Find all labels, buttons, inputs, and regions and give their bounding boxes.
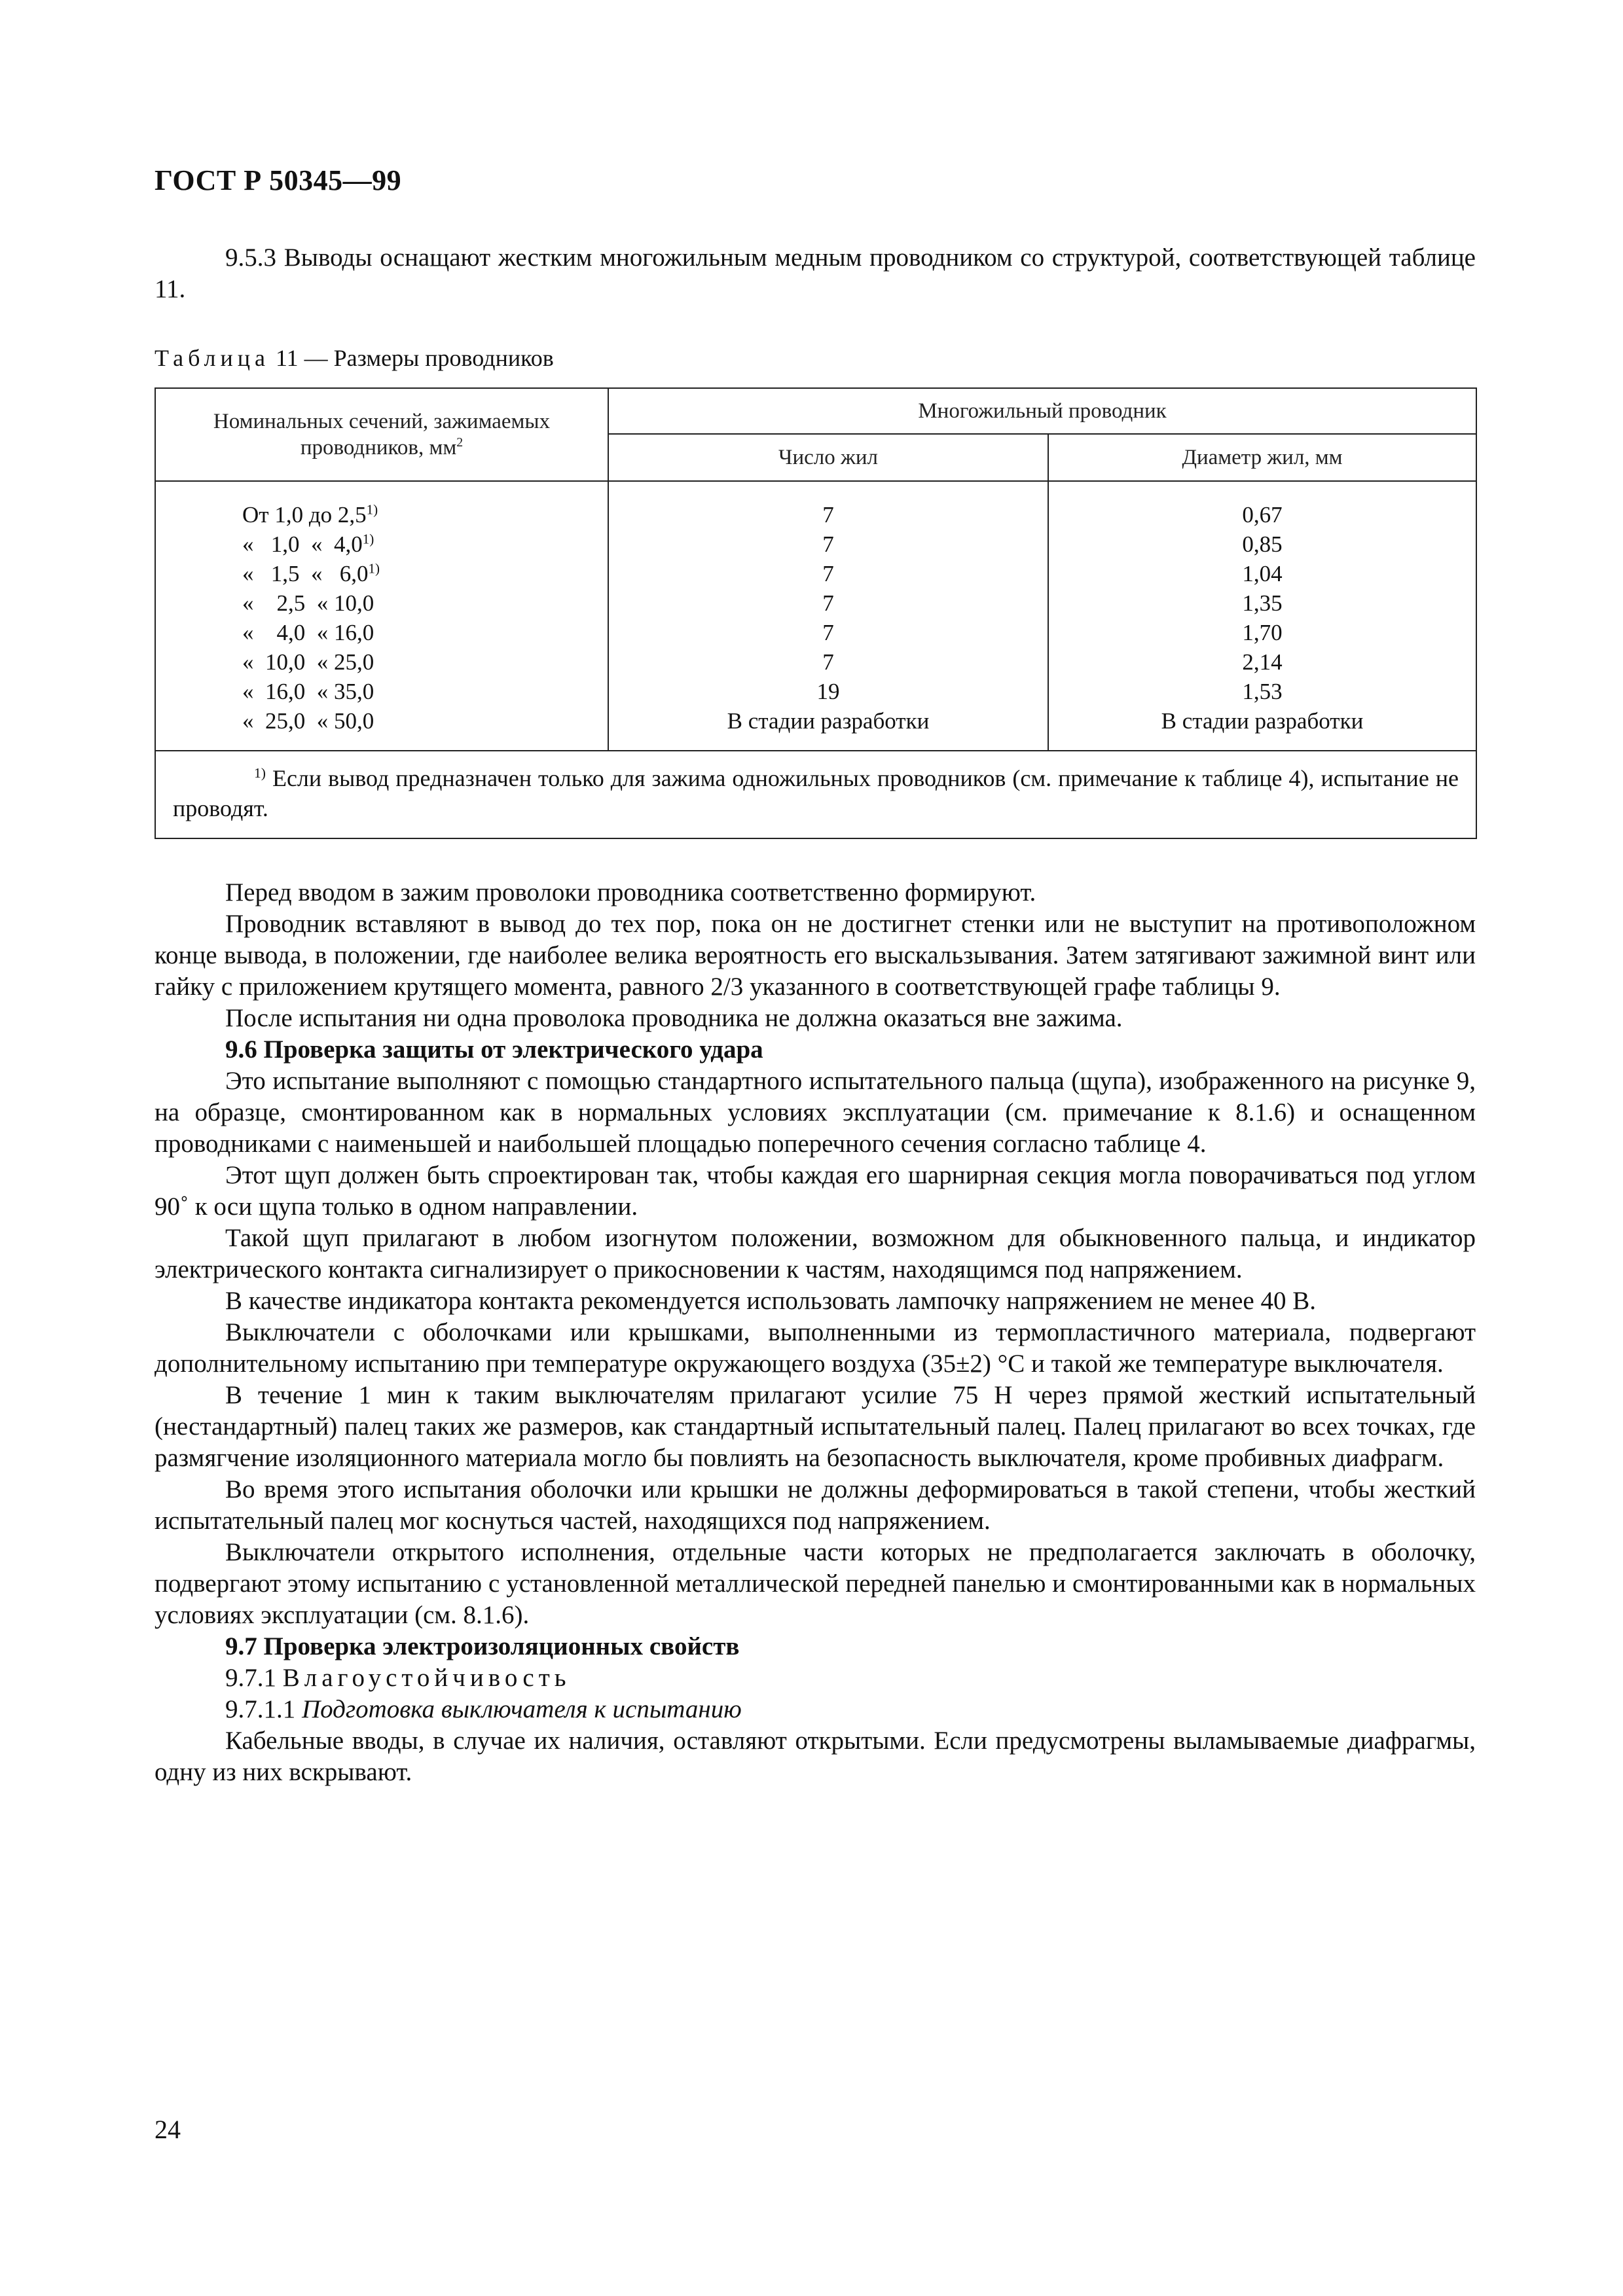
- paragraph: В течение 1 мин к таким выключателям прилагают усилие 75 Н через прямой жесткий испытательный (нестандартный) палец таких же размеров, как стандартный испытательный палец. Палец прилагают во всех точках, где размягчение изоляционного материала могло бы повлиять на безопасность выключателя, кроме пробивных диафрагм.: [155, 1381, 1476, 1472]
- paragraph: Во время этого испытания оболочки или крышки не должны деформироваться в такой степени, чтобы жесткий испытательный палец мог коснуться частей, находящихся под напряжением.: [155, 1475, 1476, 1535]
- table-cell-count: 19: [816, 679, 840, 704]
- header-wire-diameter: Диаметр жил, мм: [1048, 434, 1476, 481]
- table-cell-diameter: 1,70: [1242, 620, 1283, 645]
- paragraph: Такой щуп прилагают в любом изогнутом положении, возможном для обыкновенного пальца, и индикатор электрического контакта сигнализирует о прикосновении к частям, находящимся под напряжением.: [155, 1224, 1476, 1283]
- table-row-section: « 2,5 « 10,0: [242, 590, 374, 616]
- footnote-text: Если вывод предназначен только для зажима одножильных проводников (см. примечание к таблице 4), испытание не проводят.: [173, 765, 1459, 821]
- count-column: [608, 481, 1048, 751]
- table-cell-count: 7: [822, 649, 834, 675]
- paragraph: В качестве индикатора контакта рекомендуется использовать лампочку напряжением не менее 40 В.: [225, 1287, 1316, 1315]
- page-header: ГОСТ Р 50345—99: [155, 164, 402, 196]
- header-wire-count: Число жил: [608, 434, 1048, 481]
- paragraph: Выключатели с оболочками или крышками, выполненными из термопластичного материала, подвергают дополнительному испытанию при температуре окружающего воздуха (35±2) °С и такой же температуре выключателя.: [155, 1318, 1476, 1378]
- paragraph: Проводник вставляют в вывод до тех пор, пока он не достигнет стенки или не выступит на противоположном конце вывода, в положении, где наиболее велика вероятность его выскальзывания. Затем затягивают зажимной винт или гайку с приложением крутящего момента, равного 2/3 указанного в соответствующей графе таблицы 9.: [155, 910, 1476, 1001]
- table-row-section: « 16,0 « 35,0: [242, 679, 374, 704]
- subsection-heading-9-7-1: 9.7.1 Влагоустойчивость: [225, 1664, 571, 1692]
- paragraph: Кабельные вводы, в случае их наличия, оставляют открытыми. Если предусмотрены выламываемые диафрагмы, одну из них вскрывают.: [155, 1727, 1476, 1786]
- table-cell-count: 7: [822, 531, 834, 557]
- table-caption-text: 11 — Размеры проводников: [269, 345, 554, 371]
- subsection-heading-9-7-1-1: 9.7.1.1 Подготовка выключателя к испытанию: [225, 1695, 742, 1723]
- table-row-section: « 10,0 « 25,0: [242, 649, 374, 675]
- table-cell-diameter: В стадии разработки: [1161, 708, 1364, 734]
- conductor-size-table: [155, 387, 1477, 839]
- table-row-section: От 1,0 до 2,5$^{1)}$: [242, 501, 378, 528]
- paragraph: Этот щуп должен быть спроектирован так, чтобы каждая его шарнирная секция могла поворачиваться под углом 90˚ к оси щупа только в одном направлении.: [155, 1161, 1476, 1221]
- clause-9-5-3: 9.5.3 Выводы оснащают жестким многожильным медным проводником со структурой, соответствующей таблице 11.: [155, 243, 1476, 303]
- footnote-mark: 1): [254, 765, 266, 781]
- section-heading-9-6: 9.6 Проверка защиты от электрического удара: [225, 1035, 763, 1064]
- table-caption: [155, 344, 554, 372]
- table-cell-count: 7: [822, 590, 834, 616]
- table-cell-diameter: 0,67: [1242, 502, 1283, 528]
- section-heading-9-7: 9.7 Проверка электроизоляционных свойств: [225, 1632, 740, 1660]
- paragraph: Выключатели открытого исполнения, отдельные части которых не предполагается заключать в оболочку, подвергают этому испытанию с установленной металлической передней панелью и смонтированными как в нормальных условиях эксплуатации (см. 8.1.6).: [155, 1538, 1476, 1629]
- body-text: [155, 877, 1476, 1788]
- table-row-section: « 1,0 « 4,0$^{1)}$: [242, 531, 374, 557]
- paragraph: Перед вводом в зажим проволоки проводника соответственно формируют.: [225, 878, 1036, 906]
- paragraph: После испытания ни одна проволока проводника не должна оказаться вне зажима.: [225, 1004, 1123, 1032]
- table-cell-diameter: 0,85: [1242, 531, 1283, 557]
- table-row-section: « 1,5 « 6,0$^{1)}$: [242, 560, 380, 586]
- table-cell-diameter: 2,14: [1242, 649, 1283, 675]
- table-cell-count: 7: [822, 620, 834, 645]
- table-caption-word: Таблица: [155, 345, 270, 371]
- table-row-section: « 4,0 « 16,0: [242, 620, 374, 645]
- page-number: 24: [155, 2115, 181, 2144]
- section-column: [155, 481, 608, 751]
- paragraph: Это испытание выполняют с помощью стандартного испытательного пальца (щупа), изображенного на рисунке 9, на образце, смонтированном как в нормальных условиях эксплуатации (см. примечание к 8.1.6) и оснащенном проводниками с наименьшей и наибольшей площадью поперечного сечения согласно таблице 4.: [155, 1067, 1476, 1158]
- table-cell-diameter: 1,04: [1242, 561, 1283, 586]
- header-nominal-section: Номинальных сечений, зажимаемых проводников, $мм^2$: [155, 388, 608, 481]
- table-cell-count: 7: [822, 502, 834, 528]
- table-footnote: [155, 751, 1476, 838]
- table-cell-count: 7: [822, 561, 834, 586]
- table-cell-count: В стадии разработки: [727, 708, 930, 734]
- table-row-section: « 25,0 « 50,0: [242, 708, 374, 734]
- table-cell-diameter: 1,35: [1242, 590, 1283, 616]
- diameter-column: [1048, 481, 1476, 751]
- table-cell-diameter: 1,53: [1242, 679, 1283, 704]
- header-multiwire-group: Многожильный проводник: [608, 388, 1476, 434]
